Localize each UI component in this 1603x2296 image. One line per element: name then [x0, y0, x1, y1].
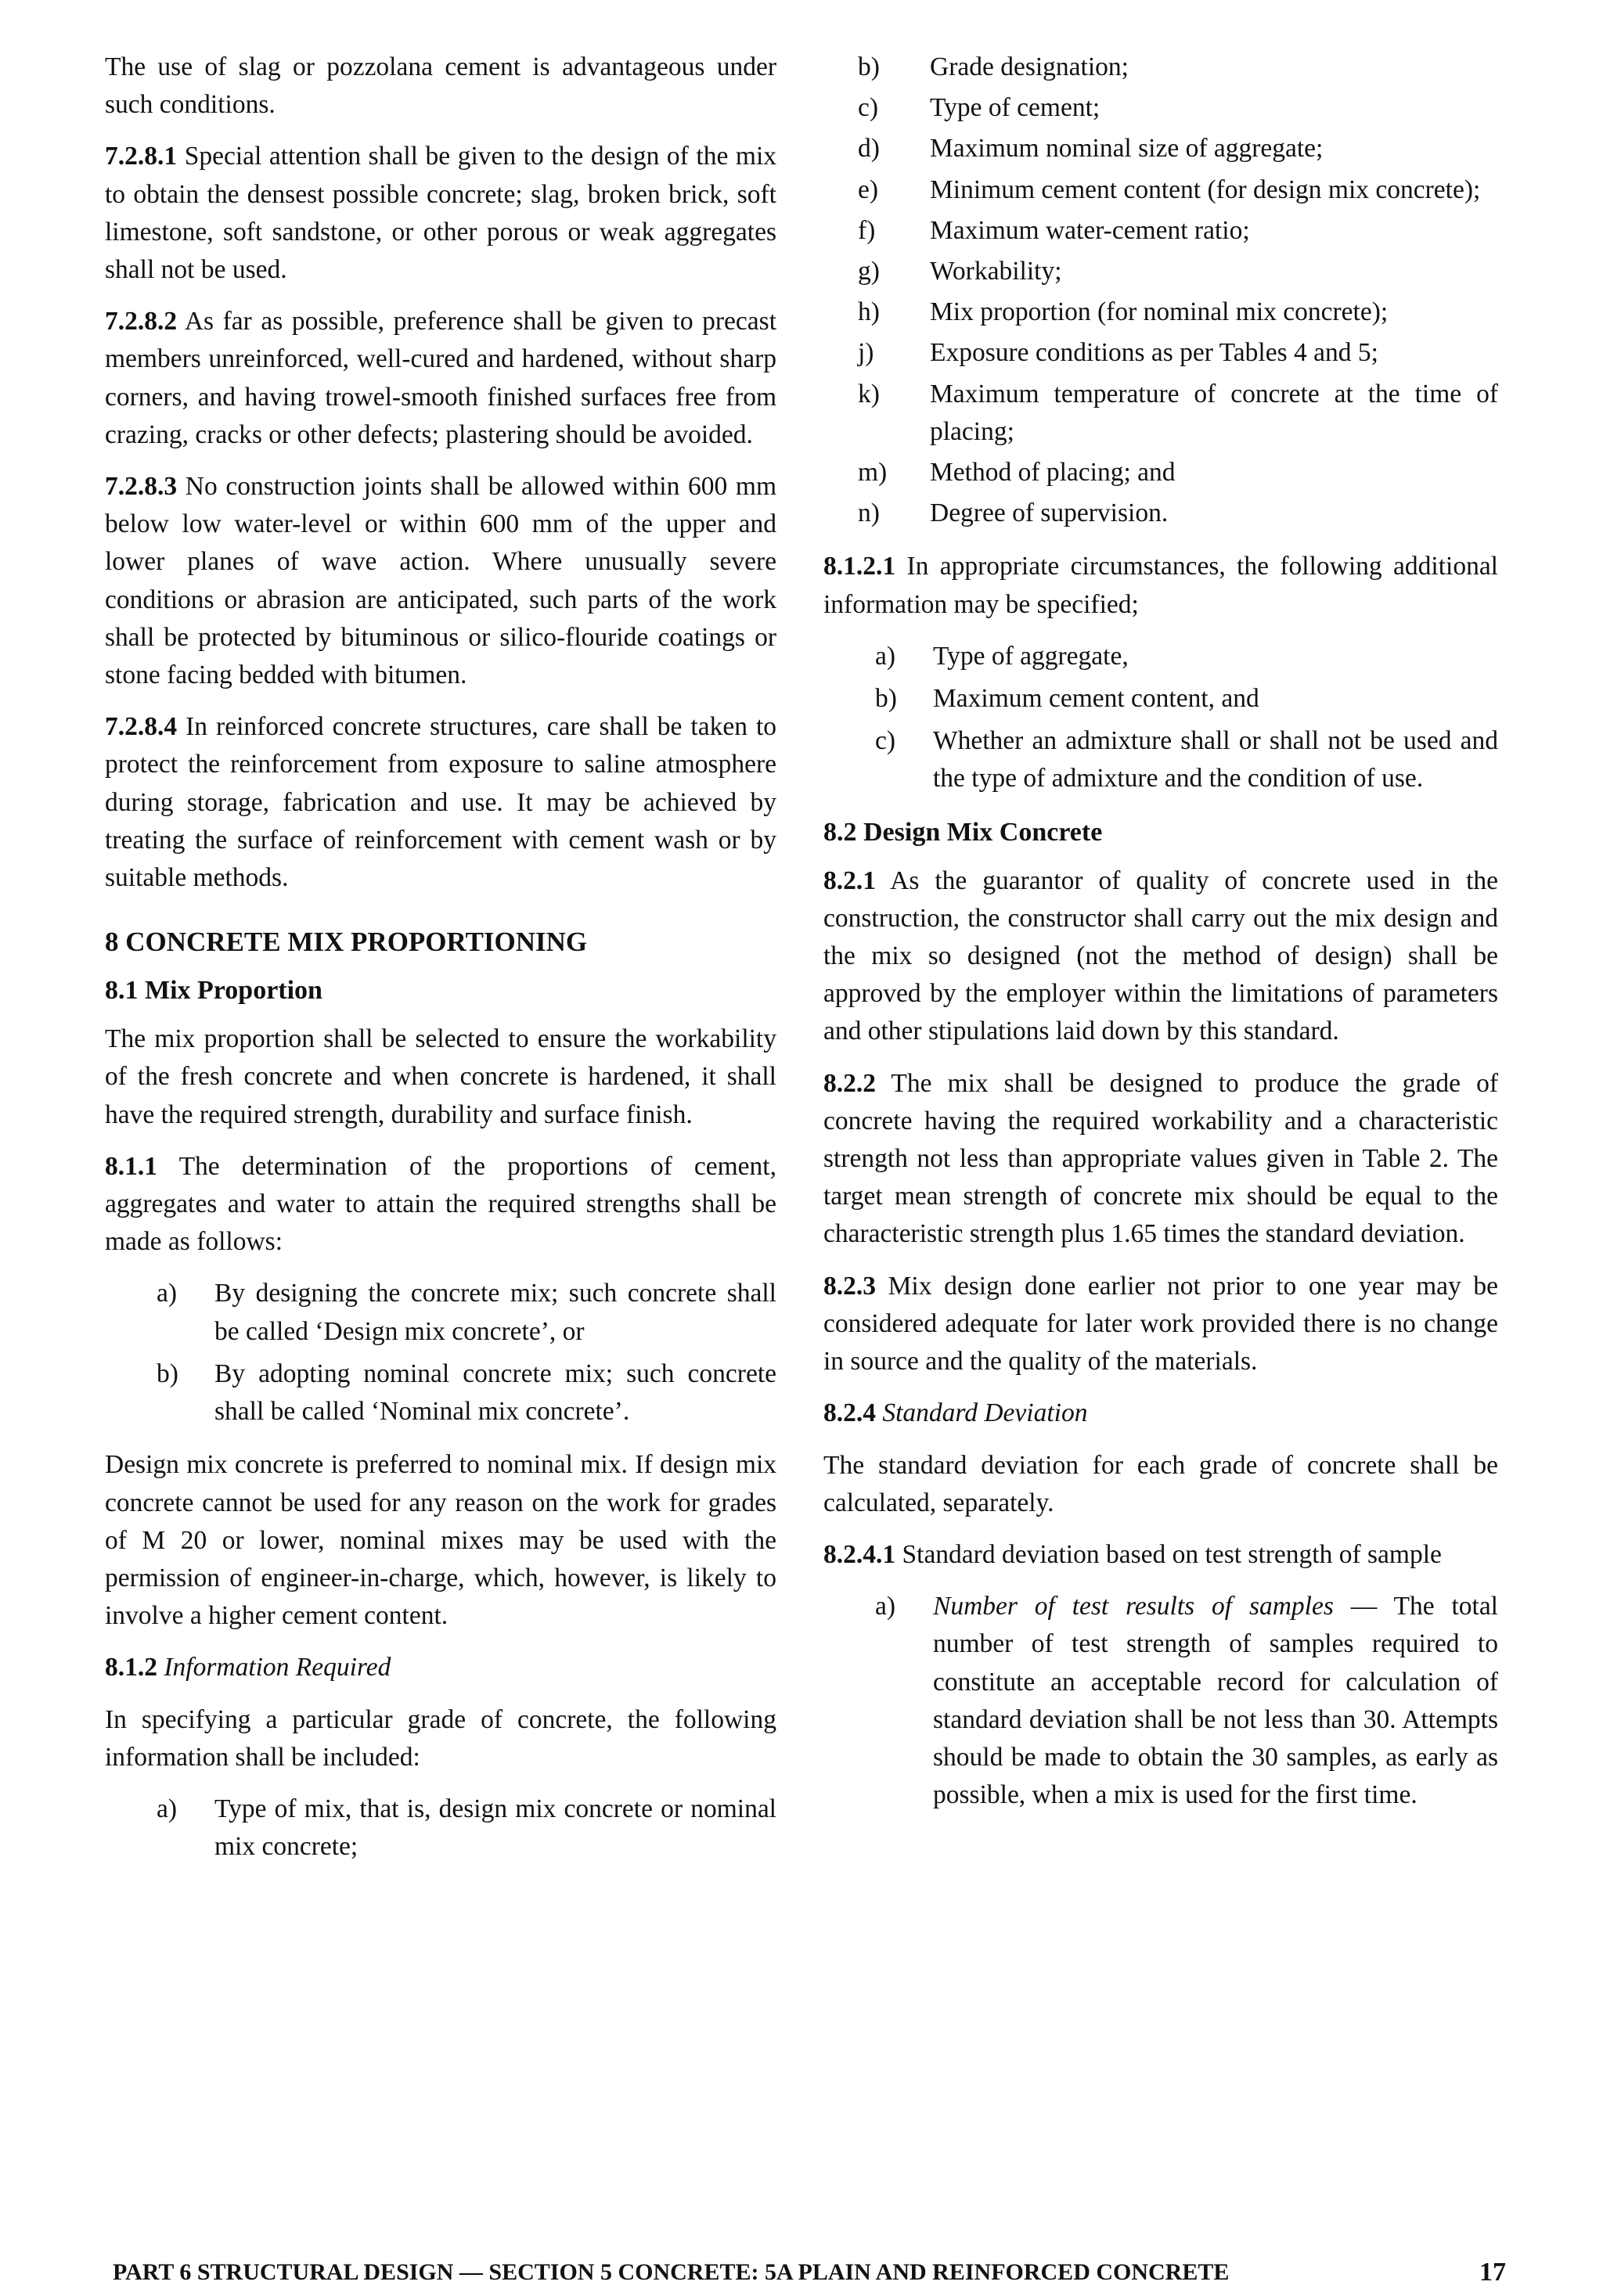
- list-item: [823, 1588, 1498, 1814]
- clause-number: 8.1.2: [105, 1653, 157, 1682]
- list-text: The total number of test strength of samples required to constitute an acceptable record for calculation of standard deviation shall be not less than 30. Attempts should be made to obtain the 30 samples, as early as possible, when a mix is used for the first time.: [933, 1592, 1498, 1810]
- list-item: [823, 49, 1498, 86]
- clause-number: 7.2.8.1: [105, 142, 178, 171]
- list-label: b): [157, 1359, 178, 1388]
- list-item: [823, 722, 1498, 797]
- list-label: a): [157, 1794, 178, 1823]
- list-text: Maximum temperature of concrete at the time of placing;: [930, 379, 1498, 446]
- em-dash: —: [1333, 1592, 1394, 1621]
- clause-number: 8.2.1: [823, 865, 876, 895]
- list-8-2-4-1: [823, 1588, 1498, 1814]
- list-text: Maximum water-cement ratio;: [930, 215, 1250, 245]
- list-item: [105, 1275, 776, 1350]
- clause-text: In reinforced concrete structures, care shall be taken to protect the reinforcement from exposure to saline atmosphere during storage, fabrication and use. It may be achieved by treating the surface of reinforcement with cement wash or by suitable methods.: [105, 712, 777, 893]
- list-item: [823, 212, 1498, 250]
- clause-text: In appropriate circumstances, the following additional information may be specified;: [823, 552, 1498, 619]
- list-label: b): [858, 52, 880, 81]
- list-text: Method of placing; and: [930, 458, 1176, 488]
- list-8-1-1: [105, 1275, 776, 1431]
- clause-title: Information Required: [164, 1653, 391, 1682]
- list-text: Whether an admixture shall or shall not be used and the type of admixture and the condition of use.: [933, 726, 1498, 794]
- clause-8-2-1: [823, 862, 1498, 1051]
- clause-text: Special attention shall be given to the design of the mix to obtain the densest possible concrete; slag, broken brick, soft limestone, soft sandstone, or other porous or weak aggregates shall not be used.: [105, 142, 776, 285]
- clause-8-2-3: [823, 1268, 1498, 1381]
- list-label: d): [858, 134, 880, 164]
- clause-number: 7.2.8.3: [105, 472, 178, 502]
- paragraph-8-1: The mix proportion shall be selected to ensure the workability of the fresh concrete and when concrete is hardened, it shall have the required strength, durability and surface finish.: [105, 1024, 776, 1129]
- page-footer: [113, 2258, 1506, 2287]
- list-label: c): [858, 93, 879, 123]
- list-item: [823, 253, 1498, 290]
- list-item: [823, 638, 1498, 675]
- clause-7-2-8-4: [105, 708, 776, 897]
- clause-7-2-8-3: [105, 468, 776, 694]
- right-column: [823, 49, 1498, 1830]
- clause-number: 8.2.3: [823, 1271, 876, 1301]
- list-label: m): [858, 458, 888, 488]
- list-label: b): [875, 684, 897, 714]
- clause-8-2-4-1: [823, 1536, 1498, 1574]
- list-label: f): [858, 215, 876, 245]
- paragraph-intro: The use of slag or pozzolana cement is advantageous under such conditions.: [105, 52, 776, 120]
- list-item: [105, 1790, 776, 1866]
- clause-8-2-2: [823, 1065, 1498, 1254]
- list-item: [823, 171, 1498, 209]
- list-8-1-2-1: [823, 638, 1498, 798]
- clause-text: The mix shall be designed to produce the grade of concrete having the required workability and a characteristic strength not less than appropriate values given in Table 2. The target mean strength of concrete mix should be equal to the characteristic strength plus 1.65 times the standard deviation.: [823, 1068, 1498, 1249]
- list-item: [823, 454, 1498, 491]
- clause-text: As far as possible, preference shall be given to precast members unreinforced, well-cured and hardened, without sharp corners, and having trowel-smooth finished surfaces free from crazing, cracks or other defects; plastering should be avoided.: [105, 307, 777, 449]
- page-number: 17: [1479, 2258, 1506, 2287]
- subsection-heading-8-2: 8.2 Design Mix Concrete: [823, 817, 1103, 847]
- list-label: a): [157, 1279, 178, 1308]
- clause-number: 8.2.2: [823, 1068, 876, 1098]
- list-label: c): [875, 726, 896, 756]
- clause-number: 7.2.8.2: [105, 307, 178, 336]
- clause-number: 8.1.2.1: [823, 552, 896, 581]
- list-label: g): [858, 257, 880, 286]
- list-label: a): [875, 1592, 896, 1621]
- list-item: [105, 1355, 776, 1431]
- list-item: [823, 376, 1498, 451]
- clause-text: Standard deviation based on test strength of sample: [902, 1539, 1442, 1569]
- list-item-title: Number of test results of samples: [933, 1592, 1334, 1621]
- list-text: Degree of supervision.: [930, 498, 1169, 528]
- list-label: a): [875, 641, 896, 671]
- list-text: Type of cement;: [930, 93, 1100, 123]
- list-label: k): [858, 379, 880, 408]
- left-column: [105, 49, 776, 1881]
- list-text: Maximum cement content, and: [933, 684, 1259, 714]
- clause-number: 7.2.8.4: [105, 712, 178, 742]
- clause-text: No construction joints shall be allowed within 600 mm below low water-level or within 600 mm of the upper and lower planes of wave action. Where unusually severe conditions or abrasion are anticipated, such parts of the work shall be protected by bituminous or silico-flouride coatings or stone facing bedded with bitumen.: [105, 472, 777, 690]
- list-text: By designing the concrete mix; such concrete shall be called ‘Design mix concrete’, or: [214, 1279, 776, 1346]
- clause-8-1-1: [105, 1148, 776, 1261]
- clause-number: 8.2.4: [823, 1398, 876, 1428]
- clause-8-1-2: [105, 1649, 776, 1686]
- clause-8-1-2-1: [823, 548, 1498, 623]
- list-text: Grade designation;: [930, 52, 1129, 81]
- list-label: e): [858, 175, 879, 204]
- list-item: [823, 495, 1498, 532]
- clause-number: 8.1.1: [105, 1151, 157, 1181]
- clause-text: The determination of the proportions of cement, aggregates and water to attain the required strengths shall be made as follows:: [105, 1151, 776, 1257]
- clause-text: As the guarantor of quality of concrete used in the construction, the constructor shall carry out the mix design and the mix so designed (not the method of design) shall be approved by the employer within the limitations of parameters and other stipulations laid down by this standard.: [823, 865, 1498, 1046]
- list-text: Exposure conditions as per Tables 4 and 5;: [930, 338, 1378, 368]
- clause-8-2-4: [823, 1395, 1498, 1432]
- list-text: By adopting nominal concrete mix; such concrete shall be called ‘Nominal mix concrete’.: [214, 1359, 776, 1427]
- clause-number: 8.2.4.1: [823, 1539, 896, 1569]
- list-label: j): [858, 338, 874, 368]
- paragraph-design-preference: Design mix concrete is preferred to nominal mix. If design mix concrete cannot be used for any reason on the work for grades of M 20 or lower, nominal mixes may be used with the permission of engineer-in-charge, which, however, is likely to involve a higher cement content.: [105, 1450, 776, 1631]
- subsection-heading-8-1: 8.1 Mix Proportion: [105, 976, 322, 1006]
- clause-text: Mix design done earlier not prior to one year may be considered adequate for later work provided there is no change in source and the quality of the materials.: [823, 1271, 1498, 1377]
- list-text: Workability;: [930, 257, 1062, 286]
- clause-7-2-8-2: [105, 303, 776, 454]
- list-item: [823, 89, 1498, 127]
- list-label: h): [858, 297, 880, 327]
- paragraph-8-2-4: The standard deviation for each grade of concrete shall be calculated, separately.: [823, 1450, 1498, 1517]
- list-item: [823, 334, 1498, 372]
- list-label: n): [858, 498, 880, 528]
- section-heading-8: 8 CONCRETE MIX PROPORTIONING: [105, 927, 588, 958]
- clause-7-2-8-1: [105, 138, 776, 289]
- list-text: Type of aggregate,: [933, 641, 1129, 671]
- paragraph-8-1-2: In specifying a particular grade of concrete, the following information shall be included:: [105, 1704, 776, 1772]
- list-8-1-2-continued: [823, 49, 1498, 532]
- list-item: [823, 293, 1498, 331]
- list-item: [823, 680, 1498, 718]
- list-8-1-2-start: [105, 1790, 776, 1866]
- footer-title: PART 6 STRUCTURAL DESIGN — SECTION 5 CONCRETE: 5A PLAIN AND REINFORCED CONCRETE: [113, 2259, 1230, 2285]
- list-item: [823, 130, 1498, 167]
- list-text: Mix proportion (for nominal mix concrete);: [930, 297, 1389, 327]
- list-text: Maximum nominal size of aggregate;: [930, 134, 1324, 164]
- clause-title: Standard Deviation: [882, 1398, 1088, 1428]
- list-text: Type of mix, that is, design mix concrete or nominal mix concrete;: [214, 1794, 776, 1862]
- list-text: Minimum cement content (for design mix concrete);: [930, 175, 1481, 204]
